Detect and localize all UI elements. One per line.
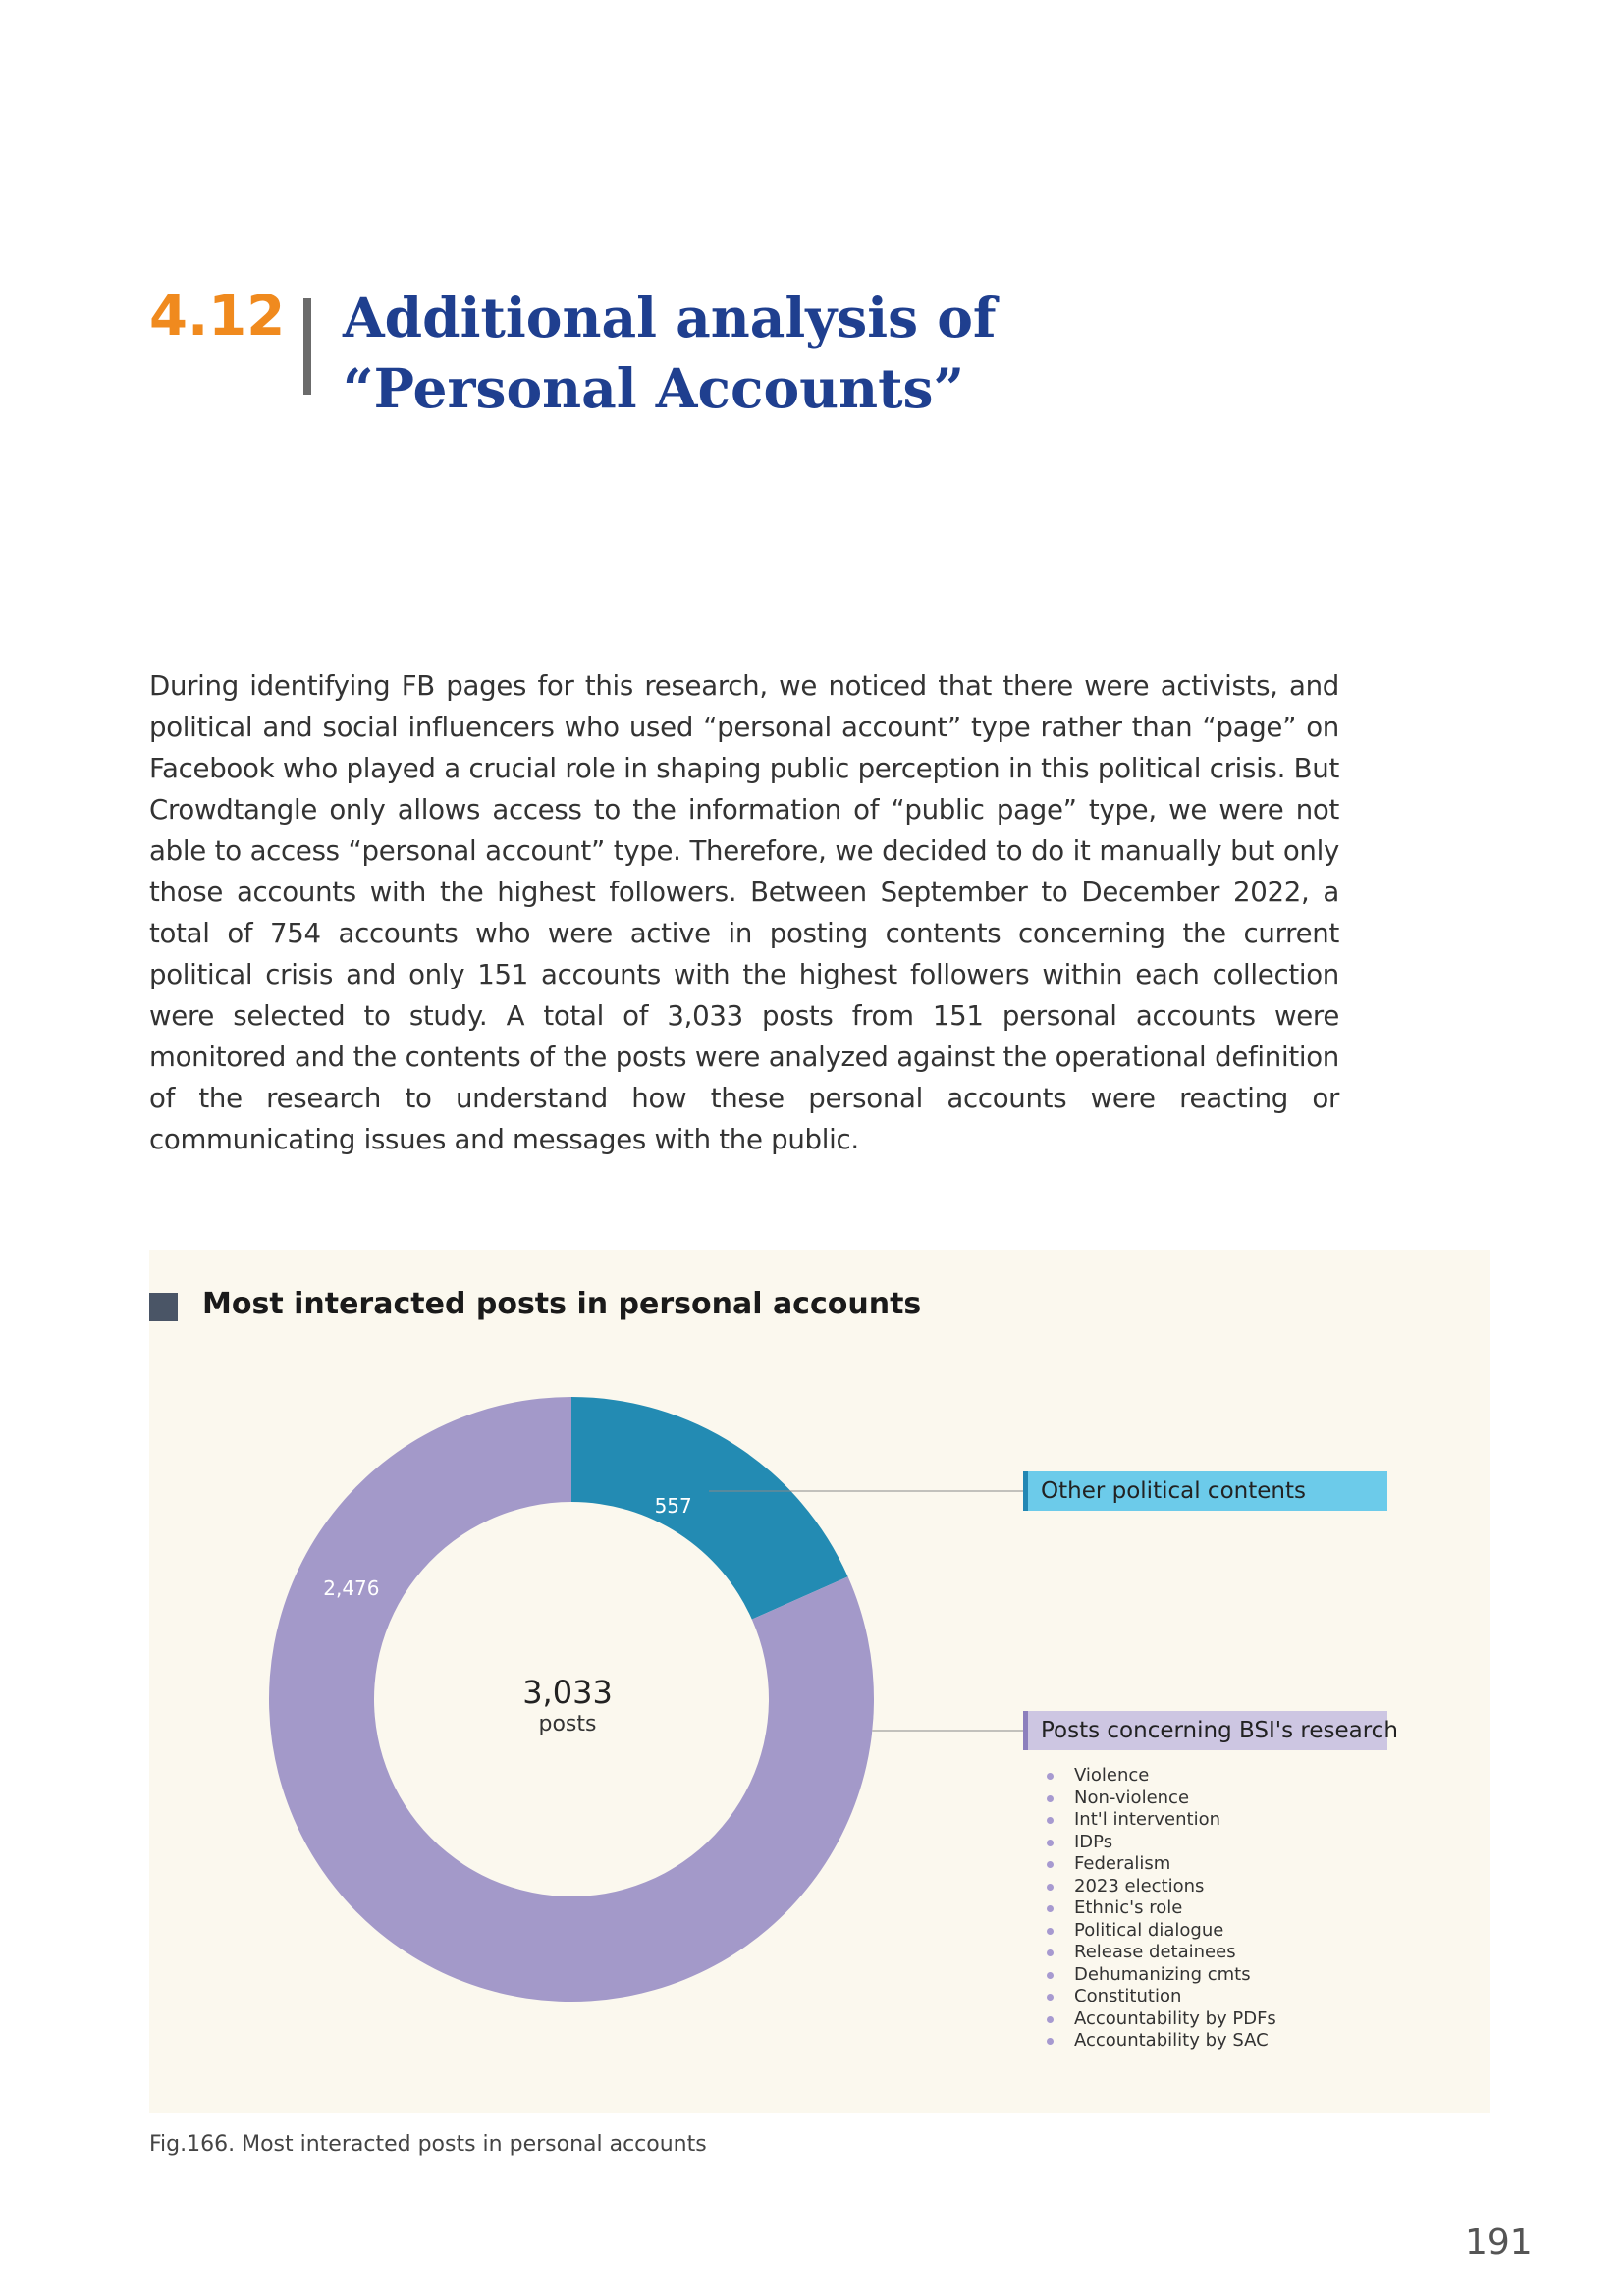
bullet-dot-icon: [1047, 1861, 1054, 1868]
bsi-subcategory-item: [1045, 1788, 1276, 1810]
bsi-subcategory-item: [1045, 1897, 1276, 1920]
bsi-subcategory-label: Constitution: [1074, 1986, 1182, 2006]
donut-value-label-other: 557: [654, 1494, 692, 1519]
bullet-dot-icon: [1047, 1817, 1054, 1824]
bsi-subcategory-list: [1045, 1765, 1276, 2053]
bsi-subcategory-label: Dehumanizing cmts: [1074, 1963, 1251, 1985]
bullet-dot-icon: [1047, 1972, 1054, 1979]
bsi-subcategory-label: Int'l intervention: [1074, 1809, 1221, 1830]
page-number: 191: [1465, 2222, 1533, 2263]
section-title-line-1: Additional analysis of: [343, 286, 997, 349]
bsi-subcategory-label: Non-violence: [1074, 1787, 1190, 1808]
bsi-subcategory-label: IDPs: [1074, 1831, 1113, 1852]
bsi-subcategory-label: Accountability by SAC: [1074, 2030, 1269, 2051]
bullet-dot-icon: [1047, 1905, 1054, 1912]
figure-panel: [149, 1250, 1490, 2113]
bsi-subcategory-item: [1045, 1809, 1276, 1832]
bsi-subcategory-item: [1045, 1964, 1276, 1987]
donut-center-label: posts: [538, 1712, 597, 1736]
bsi-subcategory-item: [1045, 1986, 1276, 2008]
bullet-dot-icon: [1047, 1773, 1054, 1780]
bsi-subcategory-item: [1045, 1765, 1276, 1788]
bsi-subcategory-label: Federalism: [1074, 1853, 1171, 1874]
bsi-subcategory-label: Release detainees: [1074, 1942, 1236, 1962]
body-paragraph: During identifying FB pages for this research, we noticed that there were activists, and political and social influencers who used “personal account” type rather than “page” on Facebook who played a crucial role in shaping public perception in this political crisis. But Crowdtangle only allows access to the information of “public page” type, we were not able to access “personal account” type. Therefore, we decided to do it manually but only those accounts with the highest followers. Between September to December 2022, a total of 754 accounts who were active in posting contents concerning the current political crisis and only 151 accounts with the highest followers within each collection were selected to study. A total of 3,033 posts from 151 personal accounts were monitored and the contents of the posts were analyzed against the operational definition of the research to understand how these personal accounts were reacting or communicating issues and messages with the public.: [149, 668, 1339, 1155]
donut-value-label-bsi: 2,476: [323, 1575, 380, 1600]
donut-center-value: 3,033: [522, 1674, 613, 1711]
figure-caption: Fig.166. Most interacted posts in personal accounts: [149, 2132, 707, 2157]
section-divider-bar: [303, 298, 311, 395]
bullet-dot-icon: [1047, 1884, 1054, 1891]
section-title-line-2: “Personal Accounts”: [343, 356, 965, 420]
bsi-subcategory-label: Accountability by PDFs: [1074, 2007, 1276, 2029]
legend-label-bsi-research: Posts concerning BSI's research: [1023, 1711, 1387, 1750]
bsi-subcategory-item: [1045, 2030, 1276, 2053]
bsi-subcategory-item: [1045, 2008, 1276, 2031]
bsi-subcategory-item: [1045, 1920, 1276, 1943]
bullet-dot-icon: [1047, 1840, 1054, 1846]
bsi-subcategory-label: Violence: [1074, 1765, 1150, 1786]
bsi-subcategory-item: [1045, 1853, 1276, 1876]
bullet-dot-icon: [1047, 2038, 1054, 2045]
section-number: 4.12: [149, 285, 286, 348]
bsi-subcategory-label: 2023 elections: [1074, 1875, 1205, 1896]
bullet-dot-icon: [1047, 1928, 1054, 1935]
bsi-subcategory-item: [1045, 1942, 1276, 1964]
section-title: [343, 283, 997, 424]
figure-title: Most interacted posts in personal accounts: [202, 1287, 922, 1321]
bsi-subcategory-label: Ethnic's role: [1074, 1897, 1183, 1918]
donut-chart: [149, 1250, 1490, 2113]
bsi-subcategory-item: [1045, 1876, 1276, 1898]
bullet-dot-icon: [1047, 2016, 1054, 2023]
bullet-dot-icon: [1047, 1795, 1054, 1802]
bullet-dot-icon: [1047, 1949, 1054, 1956]
bsi-subcategory-label: Political dialogue: [1074, 1919, 1224, 1941]
legend-label-other-political: Other political contents: [1023, 1471, 1387, 1511]
bullet-dot-icon: [1047, 1994, 1054, 2001]
donut-slice-other-political: [571, 1397, 848, 1620]
bsi-subcategory-item: [1045, 1832, 1276, 1854]
